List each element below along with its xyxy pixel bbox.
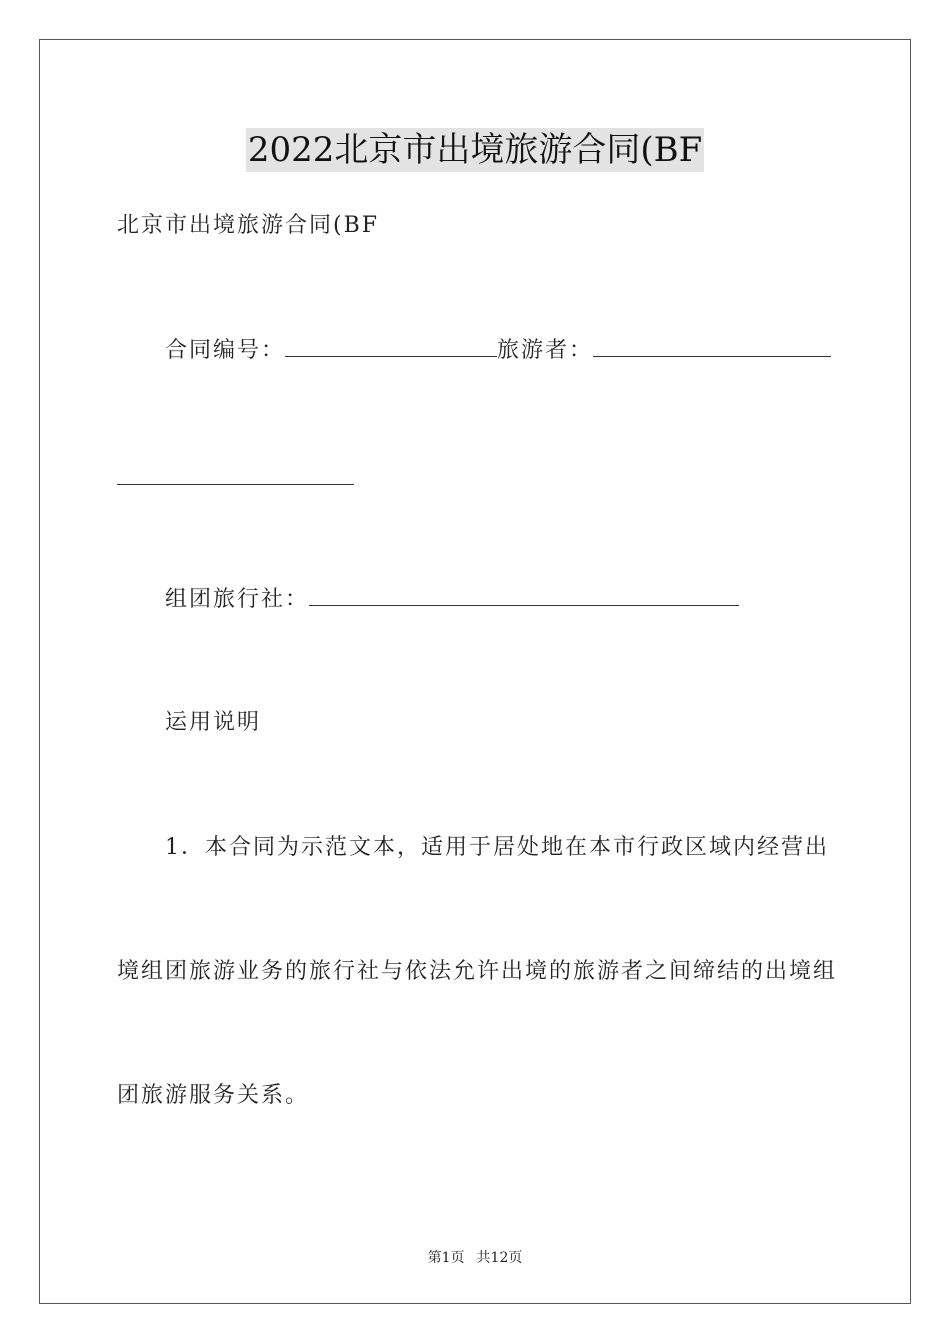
paragraph-1-line-3: 团旅游服务关系。 xyxy=(117,1083,310,1108)
tourist-blank xyxy=(593,336,831,357)
tourist-label: 旅游者： xyxy=(497,338,594,363)
tourist-blank-continued xyxy=(117,483,354,485)
page-number-total: 共12页 xyxy=(476,1250,523,1266)
agency-blank xyxy=(309,585,739,606)
agency-label: 组团旅行社： xyxy=(165,587,310,612)
contract-number-blank xyxy=(285,336,497,357)
paragraph-1-line-1: 1．本合同为示范文本，适用于居处地在本市行政区域内经营出 xyxy=(165,835,829,860)
usage-heading: 运用说明 xyxy=(165,710,262,735)
document-title: 2022北京市出境旅游合同(BF xyxy=(247,130,703,170)
page-footer xyxy=(0,1247,950,1267)
contract-number-label: 合同编号： xyxy=(165,338,286,363)
paragraph-1-line-2: 境组团旅游业务的旅行社与依法允许出境的旅游者之间缔结的出境组 xyxy=(117,959,838,984)
page-number-current: 第1页 xyxy=(427,1250,465,1266)
title-container xyxy=(0,128,950,172)
document-subtitle: 北京市出境旅游合同(BF xyxy=(117,213,380,238)
agency-line xyxy=(165,585,739,615)
contract-info-line xyxy=(165,336,831,366)
